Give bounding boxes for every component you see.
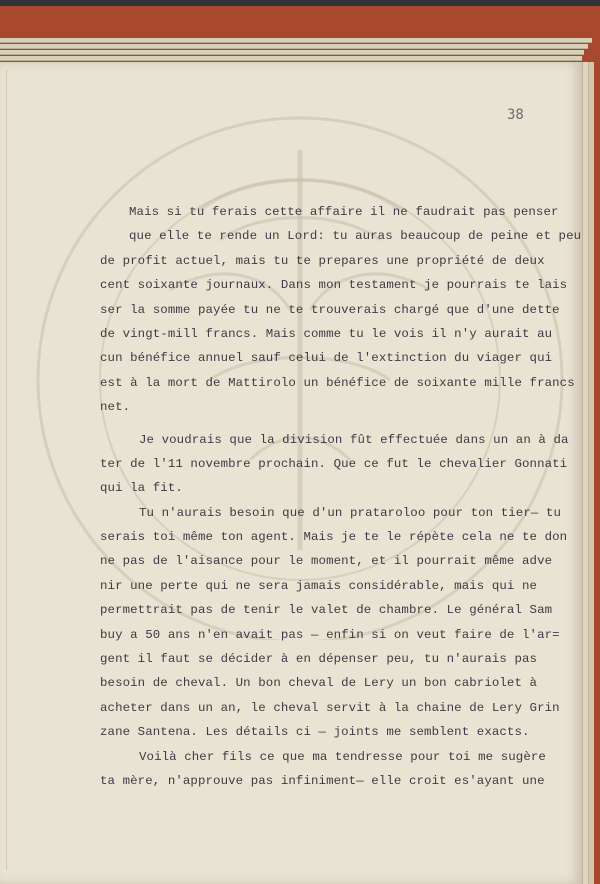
text-line: Voilà cher fils ce que ma tendresse pour toi me sugère [139,749,546,764]
text-line: nir une perte qui ne sera jamais considérable, mais qui ne [100,578,538,593]
page-stack-edge [0,44,588,49]
page-number: 38 [507,107,524,123]
text-line: ser la somme payée tu ne te trouverais chargé que d'une dette [100,302,560,317]
text-line: cent soixante journaux. Dans mon testament je pourrais te lais [100,278,568,293]
text-line: gent il faut se décider à en dépenser peu, tu n'aurais pas [100,652,538,667]
text-line: de profit actuel, mais tu te prepares une propriété de deux [100,253,545,268]
text-line: Mais si tu ferais cette affaire il ne faudrait pas penser [129,205,559,219]
text-line: qui la fit. [100,481,183,496]
text-line: ta mère, n'approuve pas infiniment— elle croit es'ayant une [100,773,545,788]
text-line: besoin de cheval. Un bon cheval de Lery un bon cabriolet à [100,676,538,691]
text-line: ne pas de l'aisance pour le moment, et il pourrait même adve [100,554,553,569]
page-stack-edge [0,56,582,61]
text-line: Tu n'aurais besoin que d'un prataroloo pour ton tier— tu [139,505,561,520]
text-line: ter de l'11 novembre prochain. Que ce fut le chevalier Gonnati [100,456,568,471]
text-line: cun bénéfice annuel sauf celui de l'extinction du viager qui [100,351,553,366]
page-stack-right [588,62,594,884]
page-stack-edge [0,50,584,55]
letter-body [100,200,582,793]
text-line: buy a 50 ans n'en avait pas — enfin si on veut faire de l'ar= [100,627,560,642]
text-line: zane Santena. Les détails ci — joints me semblent exacts. [100,725,530,740]
page-stack-edge [0,38,592,43]
text-line: est à la mort de Mattirolo un bénéfice de soixante mille francs [100,375,575,390]
text-line: net. [100,400,131,415]
text-line: acheter dans un an, le cheval servit à la chaine de Lery Grin [100,700,560,715]
text-line: que elle te rende un Lord: tu auras beaucoup de peine et peu [129,229,582,244]
page-fold-line [6,70,7,870]
text-line: permettrait pas de tenir le valet de chambre. Le général Sam [100,603,553,618]
text-line: de vingt-mill francs. Mais comme tu le vois il n'y aurait au [100,326,553,341]
text-line: Je voudrais que la division fût effectuée dans un an à da [139,432,569,447]
text-line: serais toi même ton agent. Mais je te le répète cela ne te don [100,530,568,545]
